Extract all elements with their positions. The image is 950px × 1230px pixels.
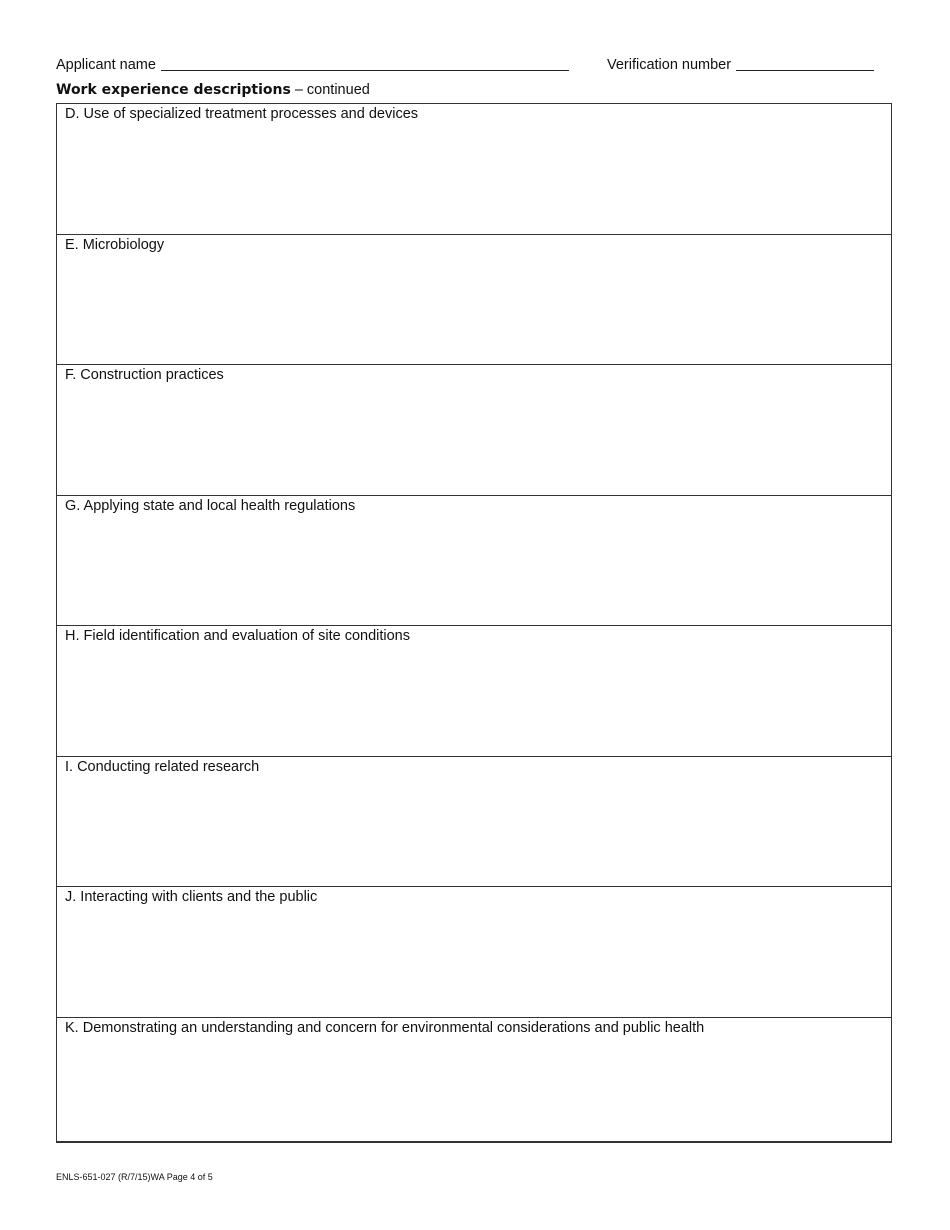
row-g-health-regulations bbox=[57, 496, 891, 627]
form-footer-id: ENLS-651-027 (R/7/15)WA Page 4 of 5 bbox=[56, 1172, 213, 1182]
section-title: Work experience descriptions bbox=[56, 82, 291, 98]
row-f-construction-practices bbox=[57, 365, 891, 496]
answer-field-e[interactable] bbox=[65, 257, 883, 359]
row-label: G. Applying state and local health regulations bbox=[65, 497, 356, 514]
verification-number-label: Verification number bbox=[606, 57, 732, 73]
row-k-environmental-considerations bbox=[57, 1018, 891, 1144]
form-header bbox=[56, 53, 892, 73]
row-e-microbiology bbox=[57, 235, 891, 366]
answer-field-f[interactable] bbox=[65, 387, 883, 489]
work-experience-table bbox=[56, 103, 892, 1143]
applicant-name-label: Applicant name bbox=[56, 57, 156, 73]
row-label: F. Construction practices bbox=[65, 367, 224, 383]
row-j-clients-public bbox=[57, 887, 891, 1018]
row-label: I. Conducting related research bbox=[65, 758, 260, 775]
answer-field-g[interactable] bbox=[65, 518, 883, 620]
answer-field-j[interactable] bbox=[65, 909, 883, 1011]
answer-field-k[interactable] bbox=[65, 1040, 883, 1138]
row-h-site-conditions bbox=[57, 626, 891, 757]
row-d-treatment-processes bbox=[57, 104, 891, 235]
row-label: J. Interacting with clients and the public bbox=[65, 889, 318, 905]
row-label: H. Field identification and evaluation of site conditions bbox=[65, 628, 410, 644]
section-heading bbox=[56, 82, 370, 99]
applicant-name-input[interactable] bbox=[161, 56, 569, 71]
row-label: D. Use of specialized treatment processes and devices bbox=[65, 106, 419, 122]
answer-field-d[interactable] bbox=[65, 126, 883, 228]
row-label: K. Demonstrating an understanding and concern for environmental considerations and public health bbox=[65, 1019, 705, 1036]
row-label: E. Microbiology bbox=[65, 236, 165, 253]
answer-field-i[interactable] bbox=[65, 779, 883, 881]
section-title-suffix: – continued bbox=[290, 82, 370, 98]
applicant-name-group bbox=[56, 56, 569, 73]
answer-field-h[interactable] bbox=[65, 648, 883, 750]
verification-number-input[interactable] bbox=[736, 56, 874, 71]
row-i-related-research bbox=[57, 757, 891, 888]
verification-number-group bbox=[607, 56, 874, 73]
